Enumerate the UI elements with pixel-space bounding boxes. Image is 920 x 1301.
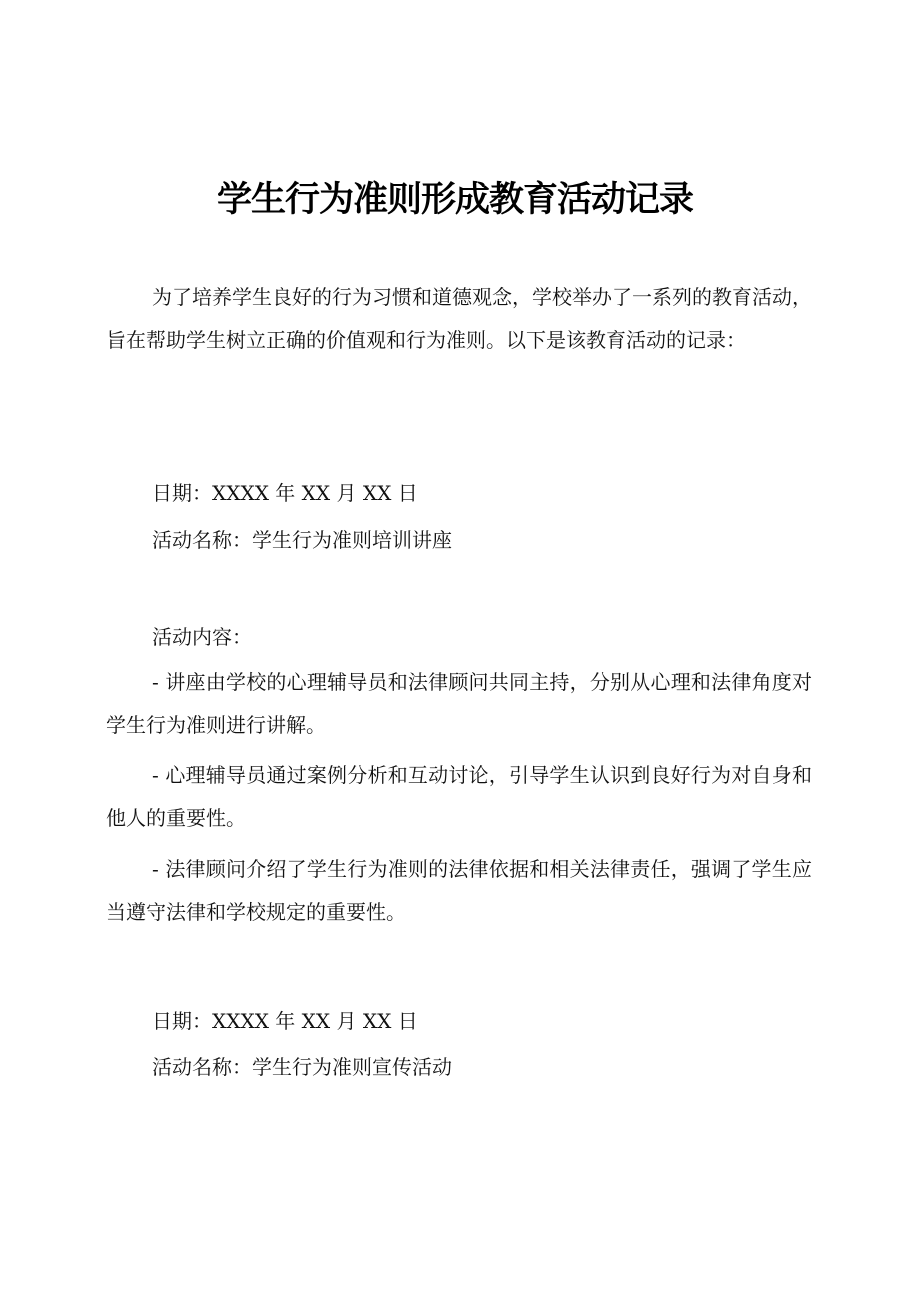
record-1-name: 活动名称：学生行为准则培训讲座 bbox=[152, 528, 452, 552]
content-heading: 活动内容： bbox=[152, 625, 252, 649]
document-title: 学生行为准则形成教育活动记录 bbox=[216, 180, 693, 220]
content-item-2: - 心理辅导员通过案例分析和互动讨论，引导学生认识到良好行为对自身和他人的重要性。 bbox=[106, 763, 812, 830]
record-2-date: 日期：XXXX 年 XX 月 XX 日 bbox=[152, 1009, 418, 1033]
content-item-3: - 法律顾问介绍了学生行为准则的法律依据和相关法律责任，强调了学生应当遵守法律和学校规定的重要性。 bbox=[106, 857, 812, 924]
intro-paragraph: 为了培养学生良好的行为习惯和道德观念，学校举办了一系列的教育活动，旨在帮助学生树立正确的价值观和行为准则。以下是该教育活动的记录： bbox=[106, 285, 812, 352]
record-2-name: 活动名称：学生行为准则宣传活动 bbox=[152, 1055, 452, 1079]
content-item-1: - 讲座由学校的心理辅导员和法律顾问共同主持，分别从心理和法律角度对学生行为准则进行讲解。 bbox=[106, 670, 812, 737]
record-1-date: 日期：XXXX 年 XX 月 XX 日 bbox=[152, 481, 418, 505]
